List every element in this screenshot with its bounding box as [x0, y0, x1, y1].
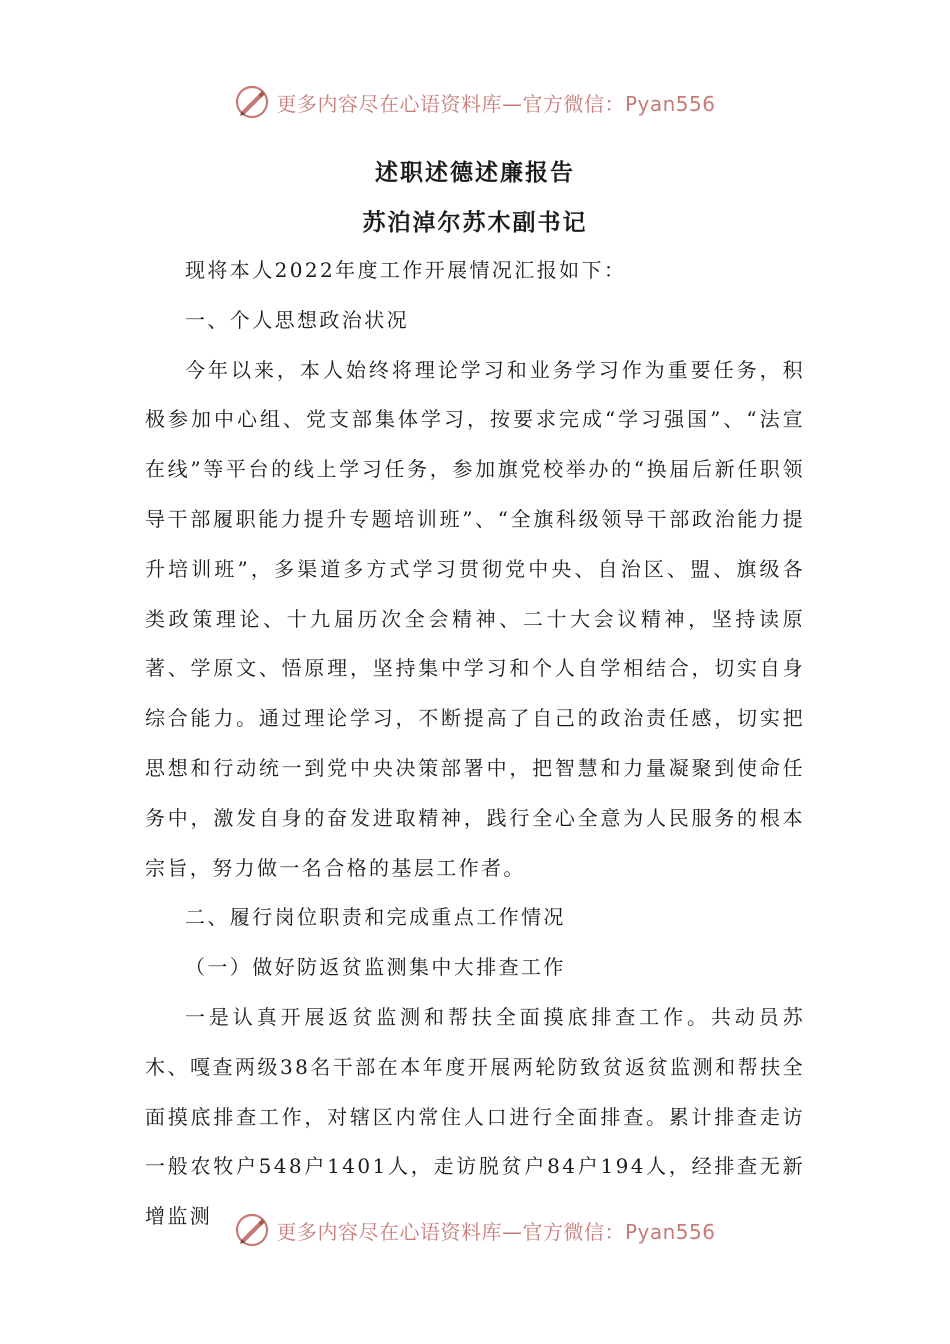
- footer-watermark-banner: [0, 1208, 950, 1252]
- document-body: [145, 246, 805, 1242]
- watermark-text: 更多内容尽在心语资料库—官方微信：Pyan556: [276, 1219, 716, 1244]
- subsection-heading: （一）做好防返贫监测集中大排查工作: [185, 955, 566, 980]
- header-watermark-banner: [0, 80, 950, 124]
- intro-paragraph: 现将本人2022年度工作开展情况汇报如下：: [185, 258, 627, 282]
- section-heading-1: 一、个人思想政治状况: [185, 307, 409, 332]
- body-paragraph: 一是认真开展返贫监测和帮扶全面摸底排查工作。共动员苏木、嘎查两级38名干部在本年度开展两轮防致贫返贫监测和帮扶全面摸底排查工作，对辖区内常住人口进行全面排查。累计排查走访一般农牧户548户1401人，走访脱贫户84户194人，经排查无新增监测: [145, 1004, 805, 1229]
- document-title: 述职述德述廉报告: [375, 159, 575, 186]
- pen-logo-icon: [234, 1212, 270, 1248]
- watermark-text: 更多内容尽在心语资料库—官方微信：Pyan556: [276, 91, 716, 116]
- pen-logo-icon: [234, 84, 270, 120]
- section-heading-2: 二、履行岗位职责和完成重点工作情况: [185, 905, 566, 930]
- body-paragraph: 今年以来，本人始终将理论学习和业务学习作为重要任务，积极参加中心组、党支部集体学习，按要求完成“学习强国”、“法宣在线”等平台的线上学习任务，参加旗党校举办的“换届后新任职领导干部履职能力提升专题培训班”、“全旗科级领导干部政治能力提升培训班”，多渠道多方式学习贯彻党中央、自治区、盟、旗级各类政策理论、十九届历次全会精神、二十大会议精神，坚持读原著、学原文、悟原理，坚持集中学习和个人自学相结合，切实自身综合能力。通过理论学习，不断提高了自己的政治责任感，切实把思想和行动统一到党中央决策部署中，把智慧和力量凝聚到使命任务中，激发自身的奋发进取精神，践行全心全意为人民服务的根本宗旨，努力做一名合格的基层工作者。: [145, 357, 805, 880]
- document-subtitle: 苏泊淖尔苏木副书记: [362, 209, 588, 236]
